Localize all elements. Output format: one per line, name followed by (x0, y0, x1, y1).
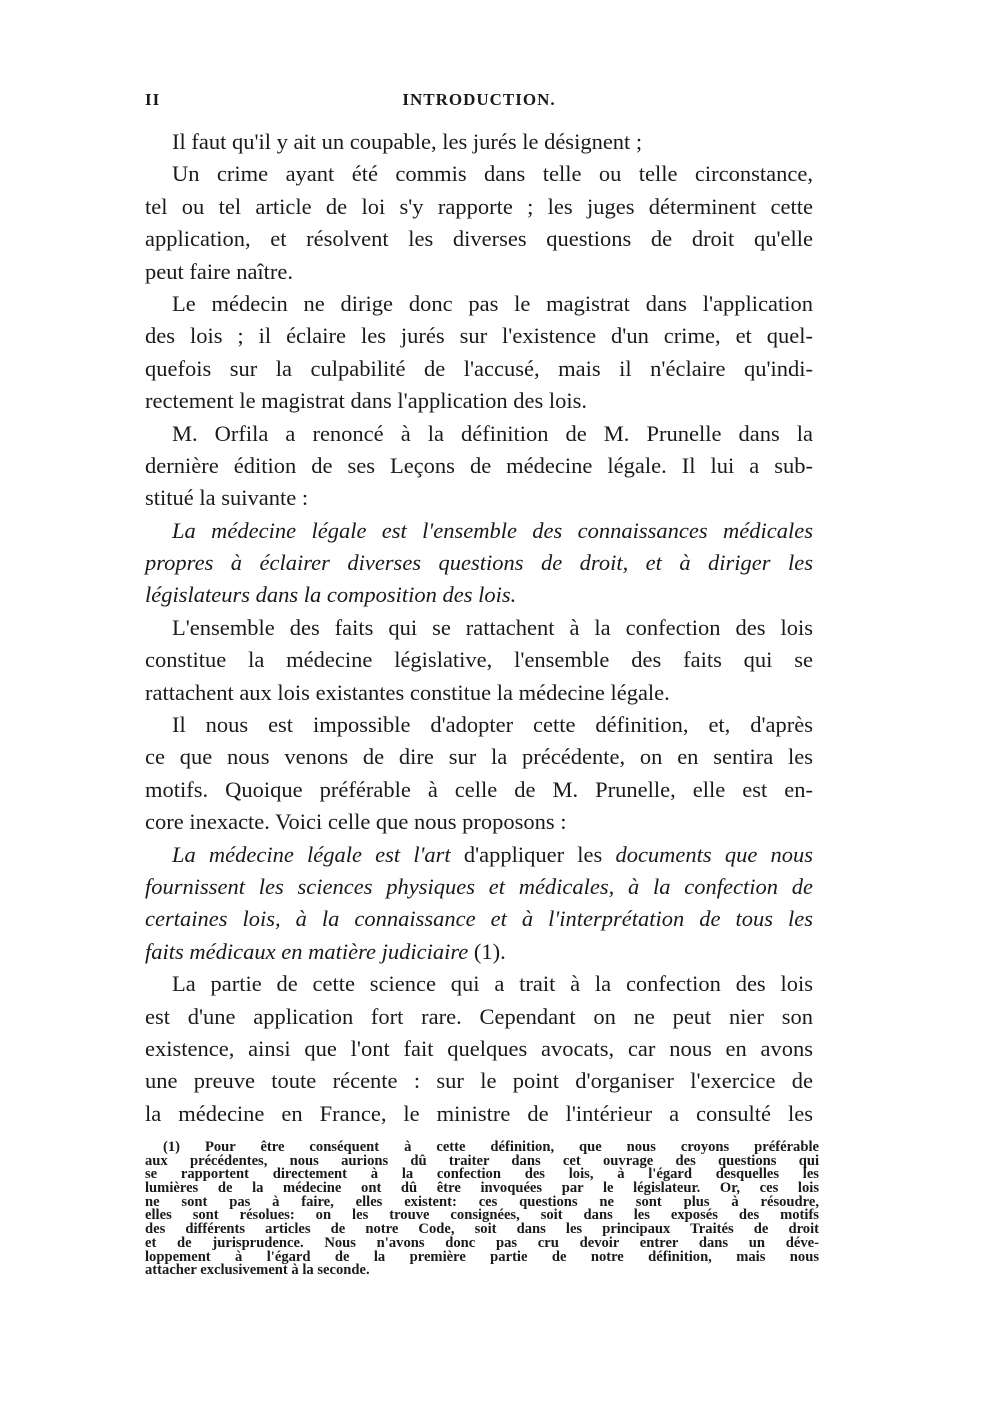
text-line (145, 450, 813, 482)
text: dernière édition de ses Leçons de médecine légale. Il lui a sub- (145, 452, 813, 478)
text: Il nous est impossible d'adopter cette définition, et, d'après (172, 712, 813, 738)
text: Le médecin ne dirige donc pas le magistrat dans l'application (172, 290, 813, 316)
text: tel ou tel article de loi s'y rapporte ; les juges déterminent cette (145, 193, 813, 219)
footnote-line: elles sont résolues: on les trouve consignées, soit dans les exposés des motifs (145, 1207, 819, 1224)
text: ce que nous venons de dire sur la précédente, on en sentira les (145, 744, 813, 770)
body-text (145, 126, 813, 1130)
text-line (145, 1033, 813, 1065)
footnote-line: et de jurisprudence. Nous n'avons donc pas cru devoir entrer dans un déve- (145, 1234, 819, 1251)
italic-text: La médecine légale est l'art (172, 841, 464, 867)
footnote-line: aux précédentes, nous aurions dû traiter dans cet ouvrage des questions qui (145, 1152, 819, 1169)
text: M. Orfila a renoncé à la définition de M. Prunelle dans la (172, 420, 813, 446)
running-title: INTRODUCTION. (402, 90, 556, 109)
text-line (145, 418, 813, 450)
footnote-line: se rapportent directement à la confection des lois, à l'égard desquelles les (145, 1166, 819, 1183)
text-line (145, 709, 813, 741)
text-line (145, 1001, 813, 1033)
text-line (145, 741, 813, 773)
text-line (145, 806, 813, 838)
footnote-line: lumières de la médecine ont dû être invoquées par le législateur. Or, ces lois (145, 1180, 819, 1197)
text-line (145, 903, 813, 935)
text: application, et résolvent les diverses questions de droit qu'elle (145, 226, 813, 252)
text: Il faut qu'il y ait un coupable, les jurés le désignent ; (172, 129, 643, 154)
italic-text: faits médicaux en matière judiciaire (145, 938, 474, 964)
italic-text: certaines lois, à la connaissance et à l'interprétation de tous les (145, 906, 813, 932)
text: rectement le magistrat dans l'application des lois. (145, 388, 588, 414)
text-line (145, 482, 813, 514)
text: rattachent aux lois existantes constitue la médecine légale. (145, 679, 670, 705)
text-line (145, 288, 813, 320)
text: la médecine en France, le ministre de l'intérieur a consulté les (145, 1100, 813, 1126)
text-line (145, 774, 813, 806)
footnote-line: (1) Pour être conséquent à cette définition, que nous croyons préférable (163, 1139, 819, 1155)
text: d'appliquer les (463, 841, 616, 867)
text-line (145, 191, 813, 223)
text: Un crime ayant été commis dans telle ou telle circonstance, (172, 161, 813, 187)
text: peut faire naître. (145, 258, 294, 284)
text-line (145, 839, 813, 871)
text: existence, ainsi que l'ont fait quelques avocats, car nous en avons (145, 1035, 813, 1061)
footnote-line: ne sont pas à faire, elles existent: ces questions ne sont plus à résoudre, (145, 1193, 819, 1210)
text-line (145, 126, 813, 158)
running-header (145, 90, 813, 114)
text-line (145, 612, 813, 644)
text: (1). (473, 938, 506, 964)
italic-text: fournissent les sciences physiques et médicales, à la confection de (145, 873, 813, 899)
text-line (145, 677, 813, 709)
text-line (145, 1065, 813, 1097)
text: une preuve toute récente : sur le point d'organiser l'exercice de (145, 1068, 813, 1094)
footnote (145, 1139, 819, 1279)
text: quefois sur la culpabilité de l'accusé, mais il n'éclaire qu'indi- (145, 355, 813, 381)
text-line (145, 547, 813, 579)
text-line (145, 579, 813, 611)
footnote-line: des différents articles de notre Code, soit dans les principaux Traités de droit (145, 1221, 819, 1238)
text-line (145, 223, 813, 255)
text-line (145, 320, 813, 352)
italic-text: propres à éclairer diverses questions de droit, et à diriger les (145, 550, 813, 576)
text: constitue la médecine législative, l'ensemble des faits qui se (145, 647, 813, 673)
text-line (145, 968, 813, 1000)
italic-text: législateurs dans la composition des lois. (145, 582, 517, 608)
text-line (145, 515, 813, 547)
text-line (145, 936, 813, 968)
text: core inexacte. Voici celle que nous proposons : (145, 809, 567, 835)
text-line (145, 644, 813, 676)
text: des lois ; il éclaire les jurés sur l'existence d'un crime, et quel- (145, 323, 813, 349)
text-line (145, 871, 813, 903)
text-line (145, 158, 813, 190)
text: La partie de cette science qui a trait à la confection des lois (172, 971, 813, 997)
text-line (145, 353, 813, 385)
italic-text: La médecine légale est l'ensemble des connaissances médicales (172, 517, 813, 543)
text: stitué la suivante : (145, 485, 309, 511)
footnote-line: loppement à l'égard de la première partie de notre définition, mais nous (145, 1248, 819, 1265)
text-line (145, 385, 813, 417)
footnote-line: attacher exclusivement à la seconde. (145, 1262, 370, 1279)
text: L'ensemble des faits qui se rattachent à la confection des lois (172, 614, 813, 640)
text: est d'une application fort rare. Cependant on ne peut nier son (145, 1003, 813, 1029)
text-line (145, 1098, 813, 1130)
text-line (145, 256, 813, 288)
page-number: II (145, 90, 161, 109)
text: motifs. Quoique préférable à celle de M. Prunelle, elle est en- (145, 776, 813, 802)
italic-text: documents que nous (615, 841, 813, 867)
